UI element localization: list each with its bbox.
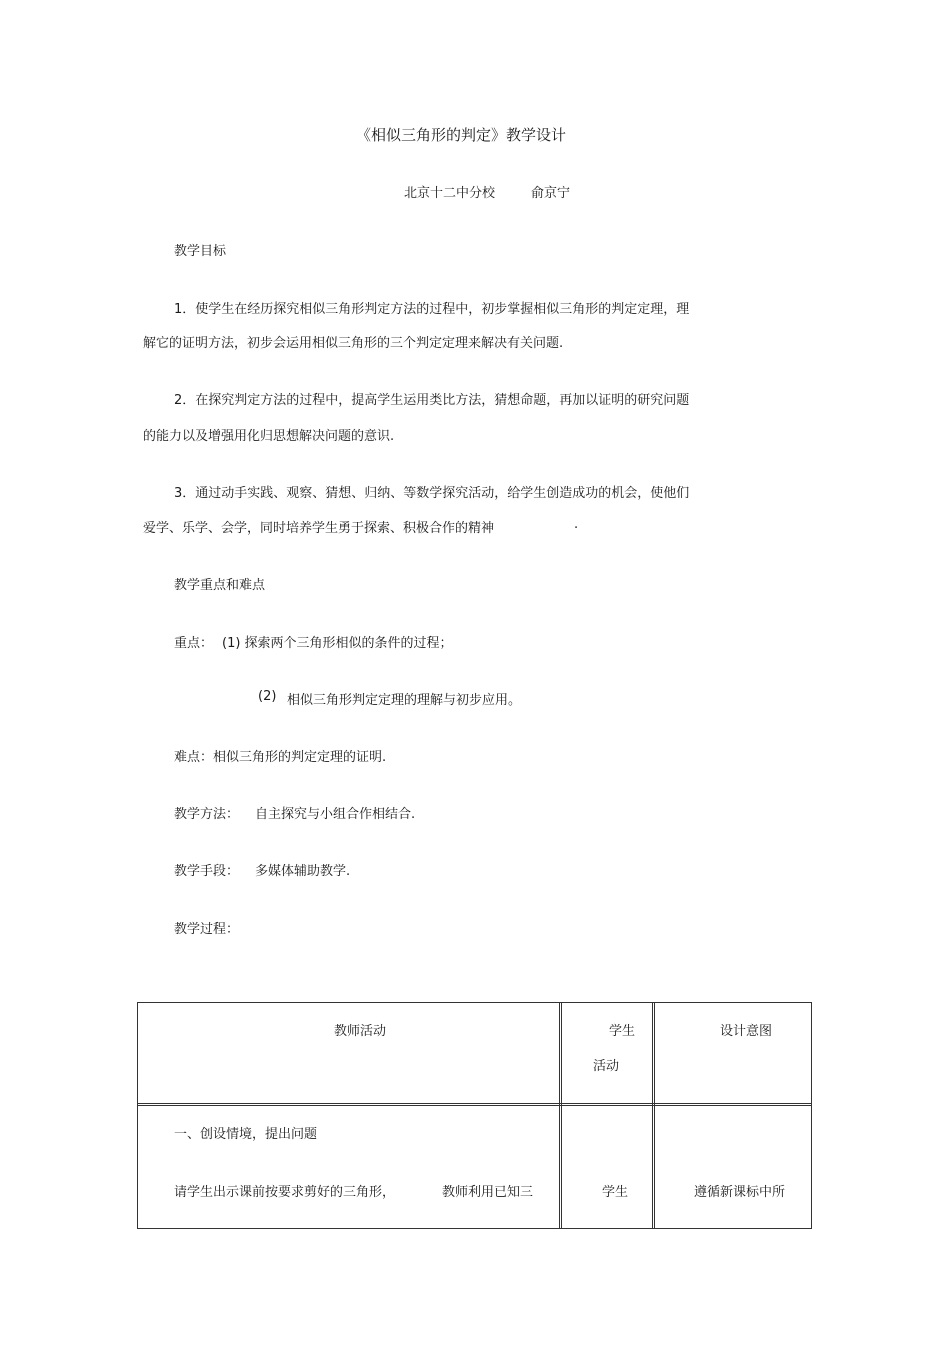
document-title: 《相似三角形的判定》教学设计	[356, 126, 567, 144]
goal-3-line2-end: .	[574, 517, 579, 532]
goal-2-line2: 的能力以及增强用化归思想解决问题的意识.	[143, 429, 395, 444]
goal-1-line1: 1．使学生在经历探究相似三角形判定方法的过程中，初步掌握相似三角形的判定定理，理	[174, 302, 690, 317]
goal-1-line2: 解它的证明方法，初步会运用相似三角形的三个判定定理来解决有关问题.	[143, 336, 564, 351]
goal-2-line1: 2．在探究判定方法的过程中，提高学生运用类比方法，猜想命题，再加以证明的研究问题	[174, 393, 690, 408]
process-heading: 教学过程：	[174, 922, 240, 937]
method-value: 自主探究与小组合作相结合.	[255, 807, 416, 822]
header-design-intent: 设计意图	[720, 1024, 773, 1039]
author-school: 北京十二中分校	[404, 186, 496, 201]
section-heading-key: 教学重点和难点	[174, 578, 266, 593]
row1-student-text: 学生	[602, 1185, 629, 1200]
goal-3-line2: 爱学、乐学、会学，同时培养学生勇于探索、积极合作的精神	[143, 521, 495, 536]
header-student-activity-line1: 学生	[609, 1024, 636, 1039]
row1-section-title: 一、创设情境，提出问题	[174, 1127, 318, 1142]
means-label: 教学手段：	[174, 864, 240, 879]
section-heading-goals: 教学目标	[174, 244, 227, 259]
row1-design-text: 遵循新课标中所	[694, 1185, 786, 1200]
table-column-divider	[559, 1003, 562, 1228]
row1-teacher-text-b: 教师利用已知三	[442, 1185, 534, 1200]
method-label: 教学方法：	[174, 807, 240, 822]
goal-3-line1: 3．通过动手实践、观察、猜想、归纳、等数学探究活动，给学生创造成功的机会，使他们	[174, 486, 690, 501]
key-label: 重点：	[174, 636, 214, 651]
key-item-2: 相似三角形判定定理的理解与初步应用。	[287, 693, 522, 708]
header-teacher-activity: 教师活动	[334, 1024, 387, 1039]
means-value: 多媒体辅助教学.	[255, 864, 351, 879]
key-item-2-number: (2)	[258, 689, 277, 704]
process-table	[137, 1002, 812, 1229]
row1-teacher-text-a: 请学生出示课前按要求剪好的三角形，	[174, 1185, 396, 1200]
table-row-divider	[138, 1103, 811, 1106]
key-item-1: (1) 探索两个三角形相似的条件的过程；	[222, 636, 453, 651]
header-student-activity-line2: 活动	[593, 1059, 620, 1074]
author-name: 俞京宁	[531, 186, 571, 201]
table-column-divider	[652, 1003, 655, 1228]
difficulty-line: 难点：相似三角形的判定定理的证明.	[174, 750, 387, 765]
